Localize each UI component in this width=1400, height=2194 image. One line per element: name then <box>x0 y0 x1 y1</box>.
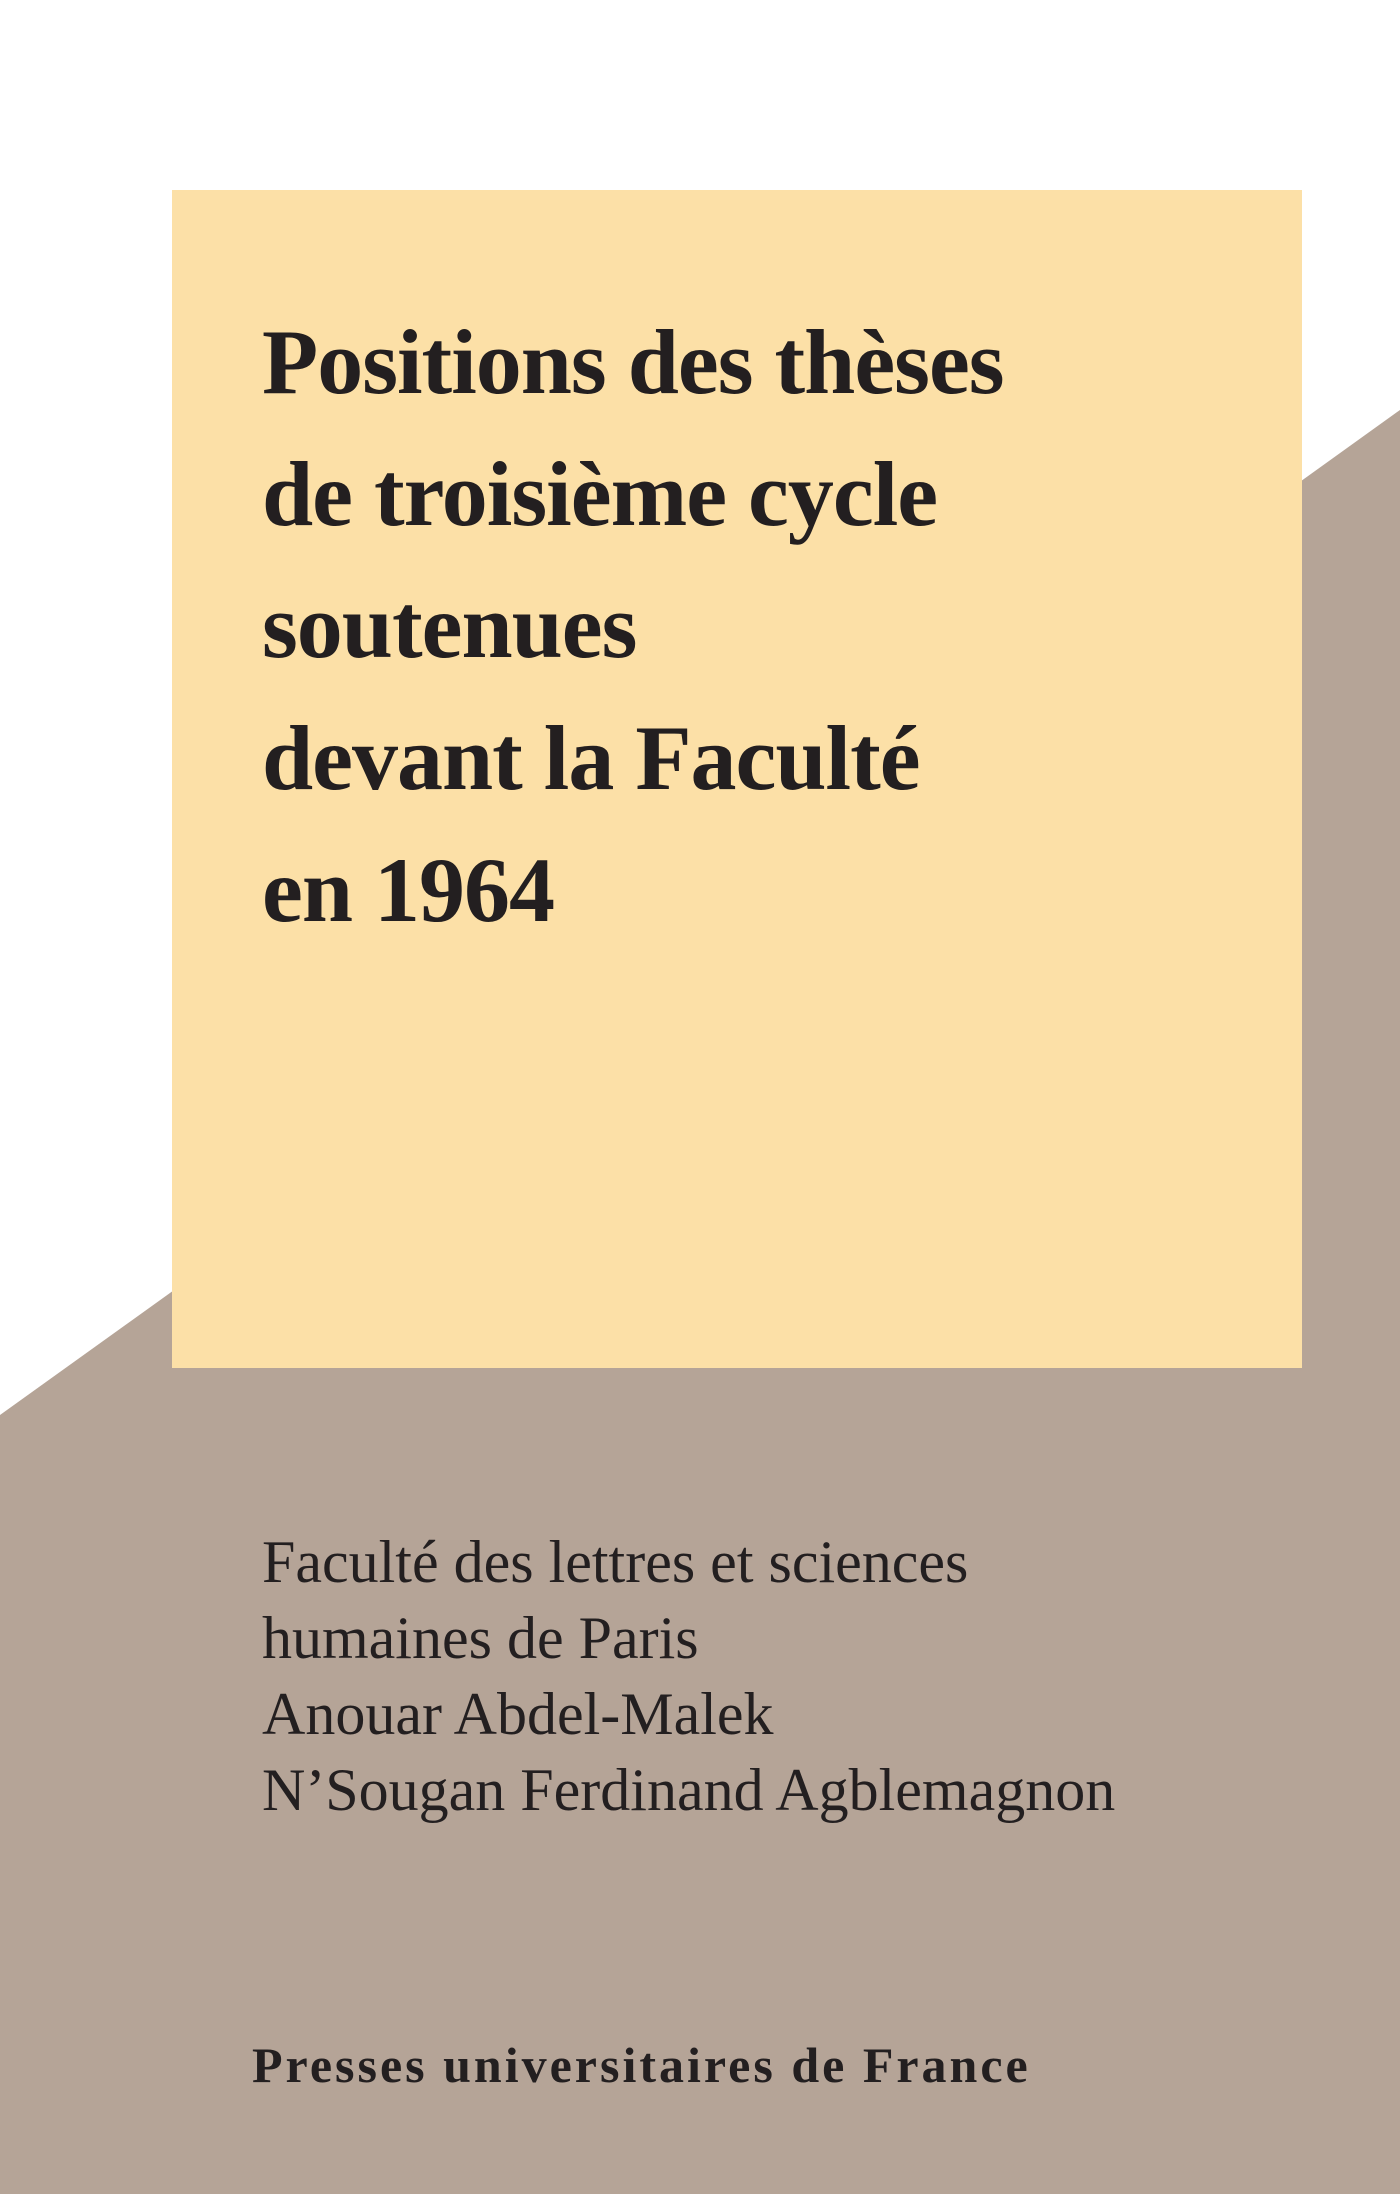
author-line: Faculté des lettres et sciences <box>262 1529 969 1595</box>
title-line: soutenues <box>262 575 637 677</box>
author-line: Anouar Abdel-Malek <box>262 1681 774 1747</box>
title-line: en 1964 <box>262 839 554 941</box>
title-line: devant la Faculté <box>262 707 920 809</box>
author-list <box>262 1524 1342 1828</box>
author-line: humaines de Paris <box>262 1605 699 1671</box>
title-line: Positions des thèses <box>262 311 1004 413</box>
title-line: de troisième cycle <box>262 443 938 545</box>
publisher-name: Presses universitaires de France <box>252 2037 1031 2093</box>
author-line: N’Sougan Ferdinand Agblemagnon <box>262 1757 1116 1823</box>
book-title <box>262 296 1262 956</box>
